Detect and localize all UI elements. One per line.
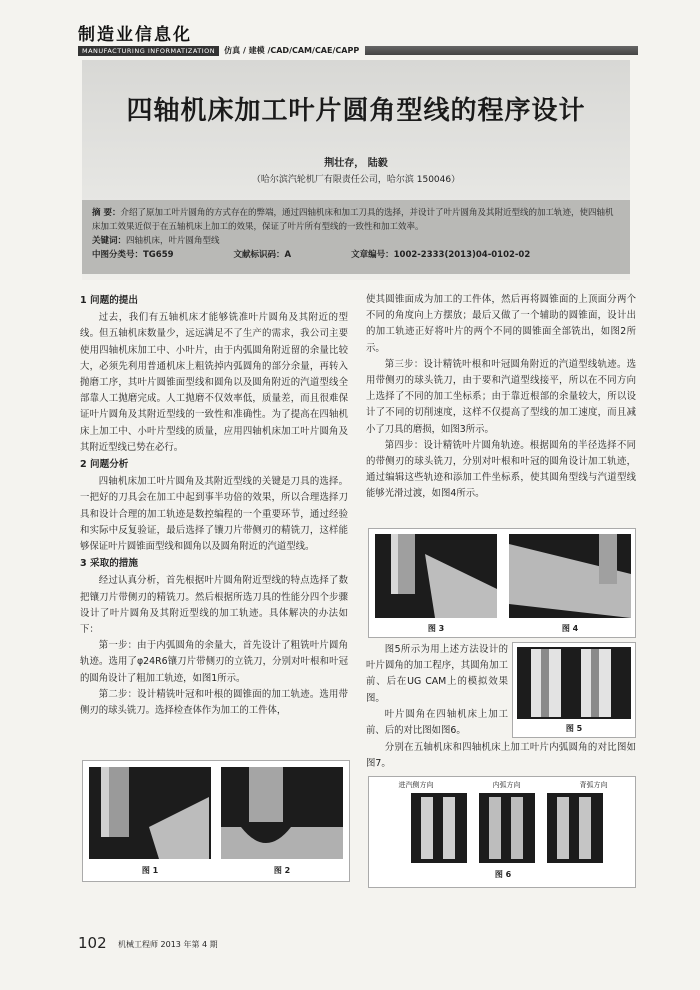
paragraph: 过去，我们有五轴机床才能够铣准叶片圆角及其附近的型线。但五轴机床数量少，远远满足不了生产的需求，我公司主要使用四轴机床加工中、小叶片，由于内弧圆角附近留的余量比较大，必须先利用普通机床上粗铣掉内弧圆角的部分余量，再转入抛磨工序，其叶片圆锥面型线和圆角以及圆角附近的汽道型线全部靠人工抛磨完成。人工抛磨不仅效率低，质量差，而且很难保证叶片圆角及其附近型线的一致性和准确性。为了提高在四轴机床上加工中、小叶片型线的质量，应用四轴机床加工叶片圆角及其附近型线已势在必行。 (80, 312, 348, 453)
authors: 荆壮存， 陆毅 (324, 158, 388, 169)
figure-3-image (375, 534, 497, 618)
journal-subtitle: MANUFACTURING INFORMATIZATION (78, 46, 219, 56)
figure-6-image-a (411, 793, 467, 863)
figure-1-2 (82, 760, 350, 882)
figure-1-caption: 图 1 (141, 866, 159, 875)
section-categories: 仿真 / 建模 /CAD/CAM/CAE/CAPP (224, 46, 360, 55)
clc-number: 中图分类号：TG659 (92, 250, 174, 260)
tool-render-icon (375, 534, 497, 618)
keywords-label: 关键词： (92, 236, 127, 246)
figure-4-image (509, 534, 631, 618)
blade-render-icon (517, 647, 631, 719)
figure-6-labels (369, 780, 637, 790)
figure-6-image-c (547, 793, 603, 863)
paragraph: 使其圆锥面成为加工的工件体，然后再将圆锥面的上顶面分两个不同的角度向上方摆放；最后又做了一个辅助的圆锥面，设计出的加工轨迹正好将叶片的两个不同的圆锥面全部铣出，如图2所示。 (366, 294, 636, 354)
tool-render-icon (509, 534, 631, 618)
paragraph: 第一步：由于内弧圆角的余量大，首先设计了粗铣叶片圆角轨迹。选用了φ24R6镶刀片带侧刃的立铣刀，分别对叶根和叶冠的圆角设计了粗加工轨迹，如图1所示。 (80, 640, 348, 684)
right-column-lower (366, 642, 508, 739)
figure-5 (512, 642, 636, 738)
blade-photo-icon (479, 793, 535, 863)
heading-measures: 3 采取的措施 (80, 558, 138, 570)
figure-2-caption: 图 2 (273, 866, 291, 875)
blade-photo-icon (411, 793, 467, 863)
abstract-box (82, 200, 630, 274)
journal-brand: 制造业信息化 (78, 25, 192, 45)
paragraph: 叶片圆角在四轴机床上加工前、后的对比图如图6。 (366, 708, 508, 737)
paragraph: 第三步：设计精铣叶根和叶冠圆角附近的汽道型线轨迹。选用带侧刃的球头铣刀，由于要和汽道型线接平，所以在不同方向上选择了不同的加工坐标系；由于靠近根部的余量较大，所以设计了不同的切削速度，这样不仅提高了型线的加工速度，而且减小了刀具的磨损，如图3所示。 (366, 358, 636, 435)
journal-issue: 机械工程师 2013 年第 4 期 (118, 940, 218, 949)
label-back-arc: 背弧方向 (579, 781, 608, 789)
paragraph: 四轴机床加工叶片圆角及其附近型线的关键是刀具的选择。一把好的刀具会在加工中起到事半功倍的效果，所以合理选择刀具和设计合理的加工轨迹是数控编程的一个重要环节，通过经验和实际中反复验证，最后选择了镶刀片带侧刃的精铣刀，这样能够保证叶片圆锥面型线和圆角以及圆角附近的汽道型线。 (80, 476, 348, 553)
paragraph: 图5所示为用上述方法设计的叶片圆角的加工程序，其圆角加工前、后在UG CAM上的模拟效果图。 (366, 644, 508, 704)
page-number: 102 (78, 934, 107, 952)
figure-2-image (221, 767, 343, 859)
paragraph: 第四步：设计精铣叶片圆角轨迹。根据圆角的半径选择不同的带侧刃的球头铣刀，分别对叶根和叶冠的圆角设计加工轨迹，通过编辑这些轨迹和添加工件坐标系，使其圆角型线与汽道型线能够光滑过渡，如图4所示。 (366, 439, 636, 500)
right-column (366, 292, 636, 503)
article-number: 文章编号：1002-2333(2013)04-0102-02 (351, 250, 531, 260)
affiliation: （哈尔滨汽轮机厂有限责任公司，哈尔滨 150046） (251, 175, 461, 185)
keywords-text: 四轴机床，叶片圆角型线 (126, 236, 220, 246)
paragraph: 经过认真分析，首先根据叶片圆角附近型线的特点选择了数把镶刀片带侧刃的精铣刀。然后根据所选刀具的性能分四个步骤设计了叶片圆角及其附近型线的加工轨迹。具体解决的办法如下： (80, 575, 348, 636)
paragraph: 第二步：设计精铣叶冠和叶根的圆锥面的加工轨迹。选用带侧刃的球头铣刀。选择检查体作为加工的工件体， (80, 688, 348, 717)
header-rule (365, 46, 638, 55)
label-steam-inlet: 进汽侧方向 (398, 781, 434, 789)
paragraph: 分别在五轴机床和四轴机床上加工叶片内弧圆角的对比图如图7。 (366, 742, 636, 770)
abstract-label: 摘 要： (92, 208, 121, 218)
tool-render-icon (89, 767, 211, 859)
label-inner-arc: 内弧方向 (492, 781, 521, 789)
figure-6-caption: 图 6 (494, 870, 512, 879)
figure-1-image (89, 767, 211, 859)
figure-3-4 (368, 528, 636, 638)
figure-3-caption: 图 3 (427, 624, 445, 633)
article-title: 四轴机床加工叶片圆角型线的程序设计 (126, 96, 586, 126)
right-column-bottom (366, 740, 636, 772)
doc-code: 文献标识码：A (233, 250, 292, 260)
tool-render-icon (221, 767, 343, 859)
heading-analysis: 2 问题分析 (80, 459, 129, 471)
header-bar (78, 44, 638, 57)
figure-4-caption: 图 4 (561, 624, 579, 633)
figure-6-image-b (479, 793, 535, 863)
blade-photo-icon (547, 793, 603, 863)
heading-problem: 1 问题的提出 (80, 295, 138, 306)
figure-5-image (517, 647, 631, 719)
abstract-text: 介绍了原加工叶片圆角的方式存在的弊端，通过四轴机床和加工刀具的选择，并设计了叶片圆角及其附近型线的加工轨迹，使四轴机床加工效果近似于在五轴机床上加工的效果，保证了叶片所有型线的一致性和加工效率。 (92, 208, 614, 232)
left-column (80, 292, 348, 719)
figure-5-caption: 图 5 (565, 724, 583, 733)
figure-6 (368, 776, 636, 888)
